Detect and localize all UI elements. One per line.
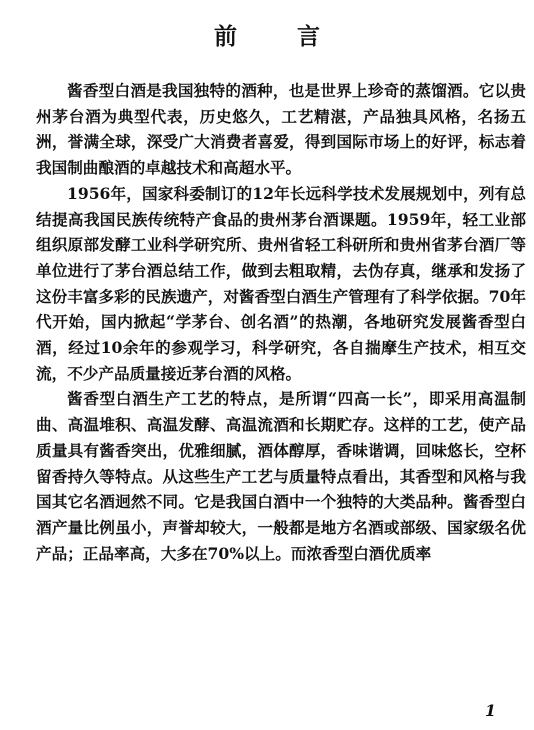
document-body: [36, 78, 526, 566]
paragraph-1: 酱香型白酒是我国独特的酒种，也是世界上珍奇的蒸馏酒。它以贵州茅台酒为典型代表，历史悠久，工艺精湛，产品独具风格，名扬五洲，誉满全球，深受广大消费者喜爱，得到国际市场上的好评，标志着我国制曲酿酒的卓越技术和高超水平。: [36, 81, 526, 178]
paragraph-3: 酱香型白酒生产工艺的特点，是所谓“四高一长”，即采用高温制曲、高温堆积、高温发酵、高温流酒和长期贮存。这样的工艺，使产品质量具有酱香突出，优雅细腻，酒体醇厚，香味谐调，回味悠长，空杯留香持久等特点。从这些生产工艺与质量特点看出，其香型和风格与我国其它名酒迥然不同。它是我国白酒中一个独特的大类品种。酱香型白酒产量比例虽小，声誉却较大，一般都是地方名酒或部级、国家级名优产品；正品率高，大多在70%以上。而浓香型白酒优质率: [36, 389, 526, 563]
paragraph-2: 1956年，国家科委制订的12年长远科学技术发展规划中，列有总结提高我国民族传统特产食品的贵州茅台酒课题。1959年，轻工业部组织原部发酵工业科学研究所、贵州省轻工科研所和贵州省茅台酒厂等单位进行了茅台酒总结工作，做到去粗取精，去伪存真，继承和发扬了这份丰富多彩的民族遗产，对酱香型白酒生产管理有了科学依据。70年代开始，国内掀起“学茅台、创名酒”的热潮，各地研究发展酱香型白酒，经过10余年的参观学习，科学研究，各自揣摩生产技术，相互交流，不少产品质量接近茅台酒的风格。: [36, 183, 526, 383]
page-number: 1: [484, 701, 496, 720]
page-title: 前 言: [213, 23, 346, 50]
